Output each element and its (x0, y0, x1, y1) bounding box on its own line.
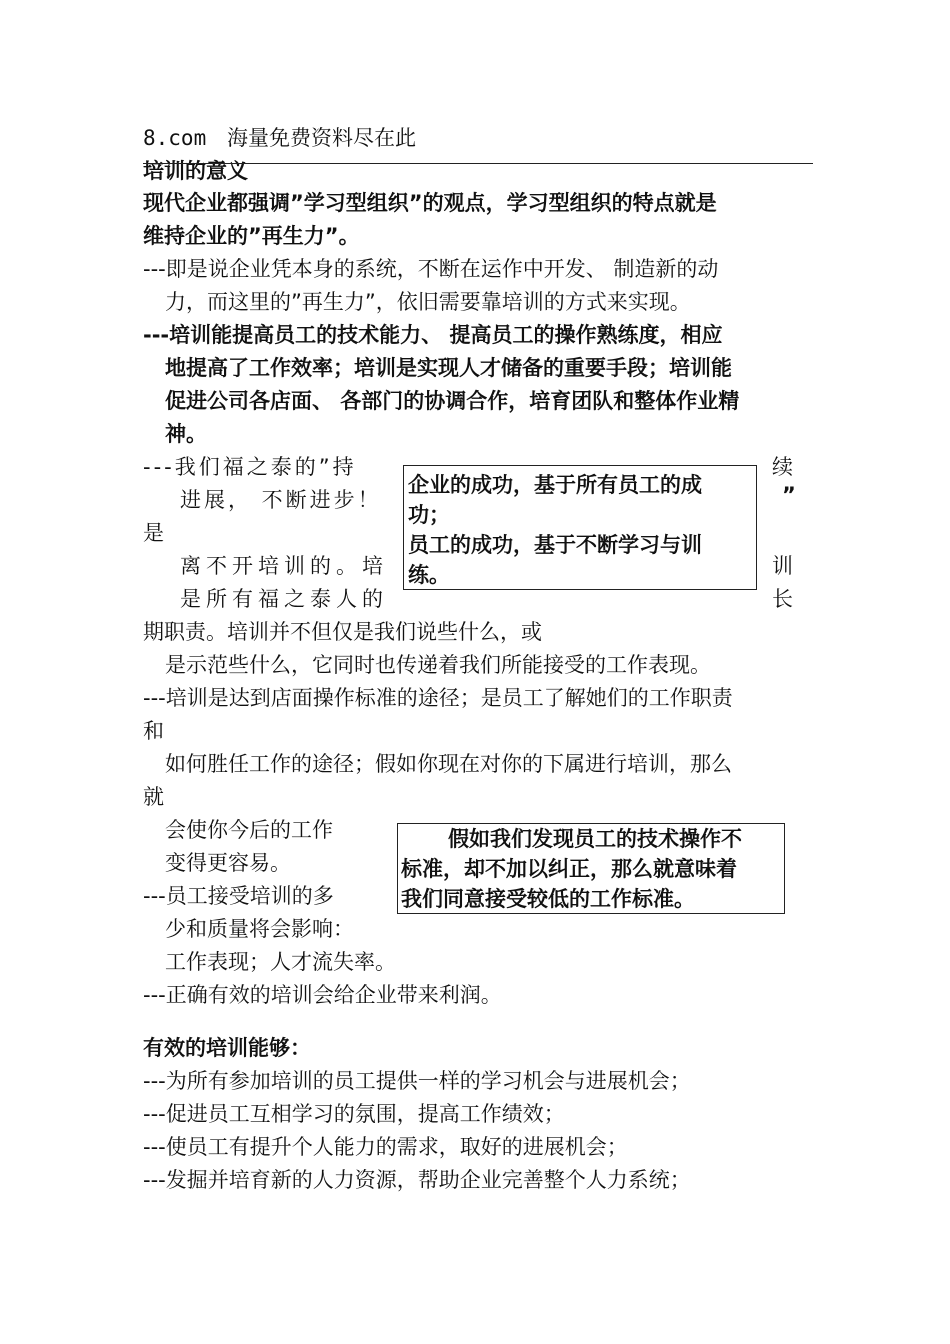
para1-line-2: 力，而这里的”再生力”，依旧需要靠培训的方式来实现。 (165, 290, 691, 314)
para6: ---正确有效的培训会给企业带来利润。 (143, 983, 502, 1007)
box2-line-2: 标准，却不加以纠正，那么就意味着 (401, 857, 737, 881)
benefit-item-3: ---使员工有提升个人能力的需求，取好的进展机会； (143, 1135, 628, 1159)
para2-line-1: ---培训能提高员工的技术能力、 提高员工的操作熟练度，相应 (143, 323, 723, 347)
site-tagline: 海量免费资料尽在此 (227, 126, 416, 150)
para3-line-3-left: 离不开培训的。培 (180, 554, 388, 578)
box2-line-3: 我们同意接受较低的工作标准。 (401, 887, 695, 911)
benefits-title: 有效的培训能够： (143, 1036, 311, 1060)
site-name: 8.com (143, 126, 207, 150)
benefit-item-2: ---促进员工互相学习的氛围，提高工作绩效； (143, 1102, 565, 1126)
para3-line-2-tail: 是 (143, 521, 164, 545)
para2-line-3: 促进公司各店面、 各部门的协调合作，培育团队和整体作业精 (165, 389, 740, 413)
para3-line-1-right: 续 (772, 455, 793, 479)
para5-line-2: 少和质量将会影响： (165, 917, 354, 941)
benefit-item-4: ---发掘并培育新的人力资源，帮助企业完善整个人力系统； (143, 1168, 691, 1192)
para5-line-1: ---员工接受培训的多 (143, 884, 334, 908)
para4-line-3: 如何胜任工作的途径；假如你现在对你的下属进行培训，那么 (165, 752, 732, 776)
para4-line-2: 和 (143, 719, 164, 743)
para3-line-4-left: 是所有福之泰人的 (180, 587, 388, 611)
intro-line-2: 维持企业的”再生力”。 (143, 224, 360, 248)
para5-line-3: 工作表现；人才流失率。 (165, 950, 396, 974)
para4-line-6: 变得更容易。 (165, 851, 291, 875)
box2-line-1: 假如我们发现员工的技术操作不 (448, 827, 742, 851)
para4-line-1: ---培训是达到店面操作标准的途径；是员工了解她们的工作职责 (143, 686, 733, 710)
quote-box-standards (397, 823, 785, 914)
intro-line-1: 现代企业都强调”学习型组织”的观点，学习型组织的特点就是 (143, 191, 717, 215)
para3-line-6: 是示范些什么，它同时也传递着我们所能接受的工作表现。 (165, 653, 711, 677)
para3-line-2-right: ” (782, 483, 796, 507)
para2-line-2: 地提高了工作效率；培训是实现人才储备的重要手段；培训能 (165, 356, 732, 380)
header-rule (143, 163, 813, 164)
para1-line-1: ---即是说企业凭本身的系统，不断在运作中开发、 制造新的动 (143, 257, 719, 281)
para3-line-3-right: 训 (772, 554, 793, 578)
para4-line-5: 会使你今后的工作 (165, 818, 333, 842)
para3-line-5: 期职责。培训并不但仅是我们说些什么，或 (143, 620, 542, 644)
box1-line-4: 练。 (408, 563, 450, 587)
para2-line-4: 神。 (165, 422, 207, 446)
para3-line-1-left: ---我们福之泰的”持 (143, 455, 357, 479)
section-title: 培训的意义 (143, 159, 248, 183)
para4-line-4: 就 (143, 785, 164, 809)
box1-line-2: 功； (408, 503, 450, 527)
benefit-item-1: ---为所有参加培训的员工提供一样的学习机会与进展机会； (143, 1069, 691, 1093)
para3-line-4-right: 长 (772, 587, 793, 611)
para3-line-2-left: 进展， 不断进步！ (180, 488, 382, 512)
quote-box-success (403, 465, 757, 590)
box1-line-3: 员工的成功，基于不断学习与训 (408, 533, 702, 557)
box1-line-1: 企业的成功，基于所有员工的成 (408, 473, 702, 497)
